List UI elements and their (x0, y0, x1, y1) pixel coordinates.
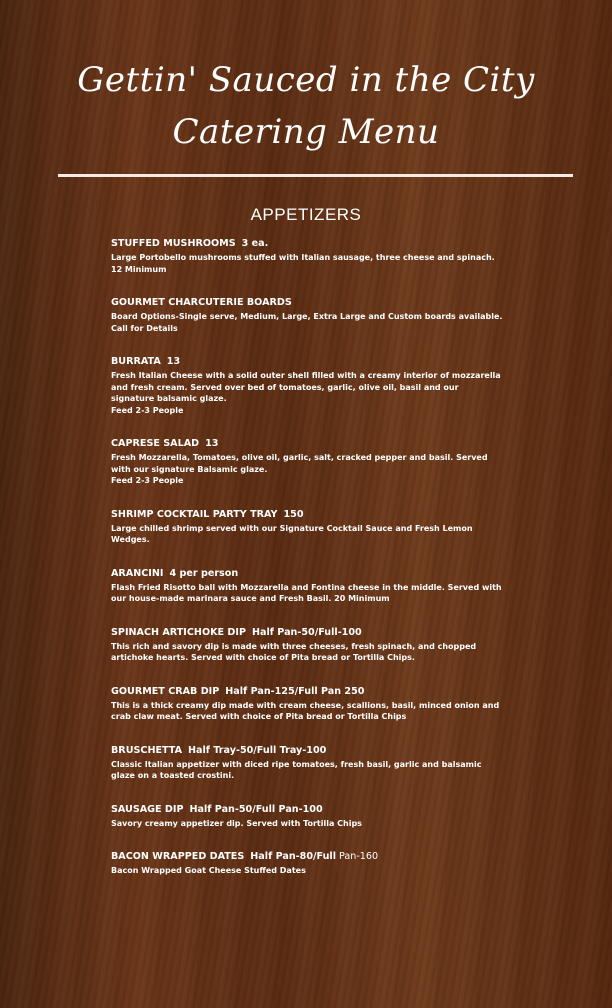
menu-item-header (111, 626, 503, 639)
menu-item-header (111, 567, 503, 580)
menu-item-name: CAPRESE SALAD (111, 438, 200, 449)
menu-item (111, 803, 503, 830)
menu-item-description: Bacon Wrapped Goat Cheese Stuffed Dates (111, 866, 306, 875)
menu-item-price: 13 (166, 356, 181, 367)
menu-item-price: Half Pan-80/Full (250, 851, 336, 862)
menu-item-name: SPINACH ARTICHOKE DIP (111, 626, 246, 638)
menu-item-price: 13 (205, 438, 219, 449)
menu-item-price-extra: Pan-160 (335, 851, 379, 862)
menu-item (111, 296, 503, 334)
menu-item-description: Large chilled shrimp served with our Signature Cocktail Sauce and Fresh Lemon Wedges. (111, 523, 473, 544)
menu-item (111, 508, 503, 546)
menu-item-serving-note: Feed 2-3 People (111, 476, 184, 485)
menu-item-description: Flash Fried Risotto ball with Mozzarella and Fontina cheese in the middle. Served with our house-made marinara sauce and Fresh Basil. 20 Minimum (111, 582, 502, 603)
menu-title (0, 54, 612, 158)
menu-item-name: SHRIMP COCKTAIL PARTY TRAY (111, 508, 278, 520)
menu-item-description: Savory creamy appetizer dip. Served with Tortilla Chips (111, 818, 362, 828)
menu-item-price: Half Tray-50/Full Tray-100 (188, 744, 327, 756)
menu-title-line-2: Catering Menu (172, 112, 440, 152)
menu-item-description: This rich and savory dip is made with three cheeses, fresh spinach, and chopped artichoke hearts. Served with choice of Pita bread or Tortilla Chips. (111, 641, 477, 662)
title-divider (58, 174, 573, 177)
section-heading: APPETIZERS (250, 205, 362, 224)
menu-item-header (111, 508, 503, 521)
menu-items (111, 237, 503, 898)
menu-item-name: SAUSAGE DIP (111, 803, 184, 815)
menu-item-price: 3 ea. (241, 238, 269, 249)
menu-item (111, 685, 503, 723)
menu-item-header (111, 355, 503, 368)
menu-item-price: 4 per person (169, 567, 239, 579)
menu-item-description: Fresh Mozzarella, Tomatoes, olive oil, garlic, salt, cracked pepper and basil. Served with our signature Balsamic glaze. (111, 453, 488, 474)
menu-item-header (111, 803, 503, 816)
menu-item-serving-note: Feed 2-3 People (111, 405, 184, 415)
menu-item-description: Large Portobello mushrooms stuffed with Italian sausage, three cheese and spinach. 12 Minimum (111, 253, 495, 274)
menu-item-price: Half Pan-50/Full-100 (252, 626, 362, 638)
menu-item (111, 437, 503, 487)
menu-item-header (111, 744, 503, 757)
menu-item (111, 626, 503, 664)
menu-item-header (111, 437, 503, 450)
menu-item-price: Half Pan-50/Full Pan-100 (189, 803, 323, 815)
menu-item-price: 150 (283, 508, 304, 520)
menu-item-header (111, 237, 503, 250)
menu-item-header (111, 296, 503, 309)
menu-item-description: Fresh Italian Cheese with a solid outer shell filled with a creamy interior of mozzarella and fresh cream. Served over bed of tomatoes, garlic, olive oil, basil and our signature balsamic glaze. (111, 371, 501, 403)
menu-item-description: Board Options-Single serve, Medium, Large, Extra Large and Custom boards available. Call for Details (111, 312, 503, 333)
menu-item-name: GOURMET CRAB DIP (111, 685, 220, 697)
menu-item-header (111, 685, 503, 698)
menu-item (111, 744, 503, 782)
menu-item (111, 237, 503, 275)
menu-item-name: ARANCINI (111, 567, 164, 579)
menu-item-header (111, 850, 503, 863)
menu-item-name: BRUSCHETTA (111, 744, 183, 756)
menu-item (111, 850, 503, 877)
menu-item-description: This is a thick creamy dip made with cream cheese, scallions, basil, minced onion and crab claw meat. Served with choice of Pita bread or Tortilla Chips (111, 700, 500, 721)
menu-item-name: GOURMET CHARCUTERIE BOARDS (111, 297, 292, 308)
menu-item-name: BURRATA (111, 356, 161, 367)
menu-item-price: Half Pan-125/Full Pan 250 (225, 685, 365, 697)
menu-item-description: Classic Italian appetizer with diced ripe tomatoes, fresh basil, garlic and balsamic glaze on a toasted crostini. (111, 759, 482, 780)
menu-item-name: STUFFED MUSHROOMS (111, 238, 236, 249)
menu-item-name: BACON WRAPPED DATES (111, 851, 245, 862)
menu-item (111, 355, 503, 416)
menu-title-line-1: Gettin' Sauced in the City (77, 60, 535, 100)
menu-item (111, 567, 503, 605)
